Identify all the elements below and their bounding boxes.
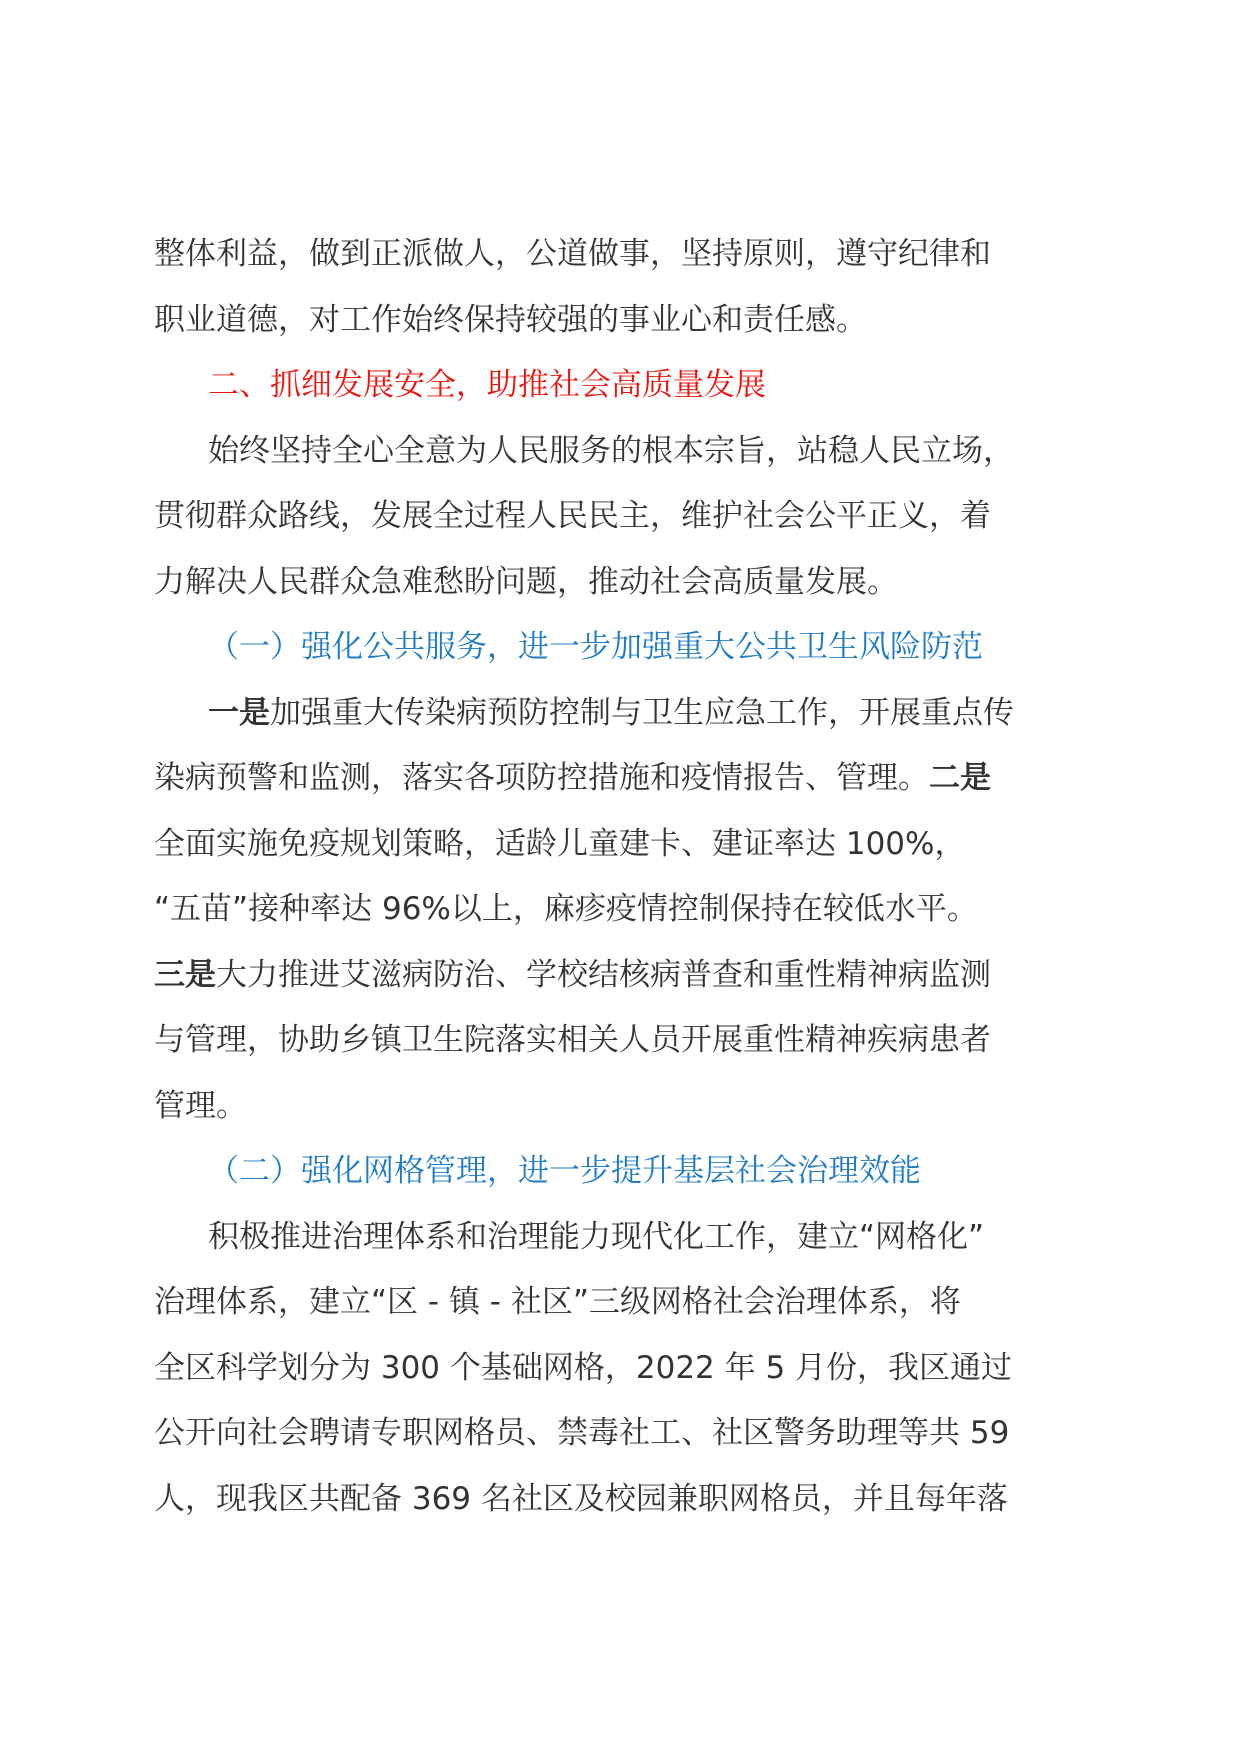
line-text: 治理体系，建立“区 - 镇 - 社区”三级网格社会治理体系，将 bbox=[154, 1284, 961, 1320]
bold-lead: 三是 bbox=[154, 956, 216, 993]
line-text: 积极推进治理体系和治理能力现代化工作，建立“网格化” bbox=[208, 1218, 985, 1255]
paragraph-line bbox=[154, 746, 1086, 812]
paragraph-line bbox=[154, 1270, 1086, 1336]
paragraph-line bbox=[154, 1074, 1086, 1140]
subsection-heading bbox=[154, 615, 1086, 681]
paragraph-line bbox=[154, 1336, 1086, 1402]
line-text: 公开向社会聘请专职网格员、禁毒社工、社区警务助理等共 59 bbox=[154, 1415, 1010, 1451]
paragraph-line bbox=[154, 681, 1086, 747]
section-heading-text: 二、抓细发展安全，助推社会高质量发展 bbox=[208, 367, 766, 403]
paragraph-line bbox=[154, 550, 1086, 616]
paragraph-line bbox=[154, 943, 1086, 1009]
paragraph-line bbox=[154, 288, 1086, 354]
paragraph-line bbox=[154, 812, 1086, 878]
line-text: 全面实施免疫规划策略，适龄儿童建卡、建证率达 100%， bbox=[154, 825, 966, 862]
paragraph-line bbox=[154, 1008, 1086, 1074]
line-text: 贯彻群众路线，发展全过程人民民主，维护社会公平正义，着 bbox=[154, 498, 991, 534]
subsection-heading bbox=[154, 1139, 1086, 1205]
subsection-heading-text: （一）强化公共服务，进一步加强重大公共卫生风险防范 bbox=[208, 629, 983, 665]
section-heading bbox=[154, 353, 1086, 419]
bold-lead: 二是 bbox=[929, 760, 991, 796]
paragraph-line bbox=[154, 1401, 1086, 1467]
line-text: 全区科学划分为 300 个基础网格，2022 年 5 月份，我区通过 bbox=[154, 1349, 1013, 1386]
paragraph-line bbox=[154, 1205, 1086, 1271]
paragraph-line bbox=[154, 484, 1086, 550]
bold-lead: 一是 bbox=[208, 694, 270, 731]
line-text: “五苗”接种率达 96%以上，麻疹疫情控制保持在较低水平。 bbox=[154, 891, 978, 927]
paragraph-line bbox=[154, 877, 1086, 943]
line-text: 大力推进艾滋病防治、学校结核病普查和重性精神病监测 bbox=[216, 956, 991, 993]
paragraph-line bbox=[154, 419, 1086, 485]
line-text: 职业道德，对工作始终保持较强的事业心和责任感。 bbox=[154, 301, 867, 338]
paragraph-line bbox=[154, 1467, 1086, 1533]
subsection-heading-text: （二）强化网格管理，进一步提升基层社会治理效能 bbox=[208, 1153, 921, 1189]
line-text: 始终坚持全心全意为人民服务的根本宗旨，站稳人民立场， bbox=[208, 432, 1014, 469]
line-text: 人，现我区共配备 369 名社区及校园兼职网格员，并且每年落 bbox=[154, 1480, 1008, 1517]
paragraph-line bbox=[154, 222, 1086, 288]
document-page bbox=[154, 222, 1086, 1532]
line-text: 加强重大传染病预防控制与卫生应急工作，开展重点传 bbox=[270, 694, 1014, 731]
line-text: 与管理，协助乡镇卫生院落实相关人员开展重性精神疾病患者 bbox=[154, 1022, 991, 1058]
line-text: 力解决人民群众急难愁盼问题，推动社会高质量发展。 bbox=[154, 563, 898, 600]
line-text: 管理。 bbox=[154, 1087, 247, 1124]
line-text: 整体利益，做到正派做人，公道做事，坚持原则，遵守纪律和 bbox=[154, 236, 991, 272]
line-text: 染病预警和监测，落实各项防控措施和疫情报告、管理。 bbox=[154, 760, 929, 796]
